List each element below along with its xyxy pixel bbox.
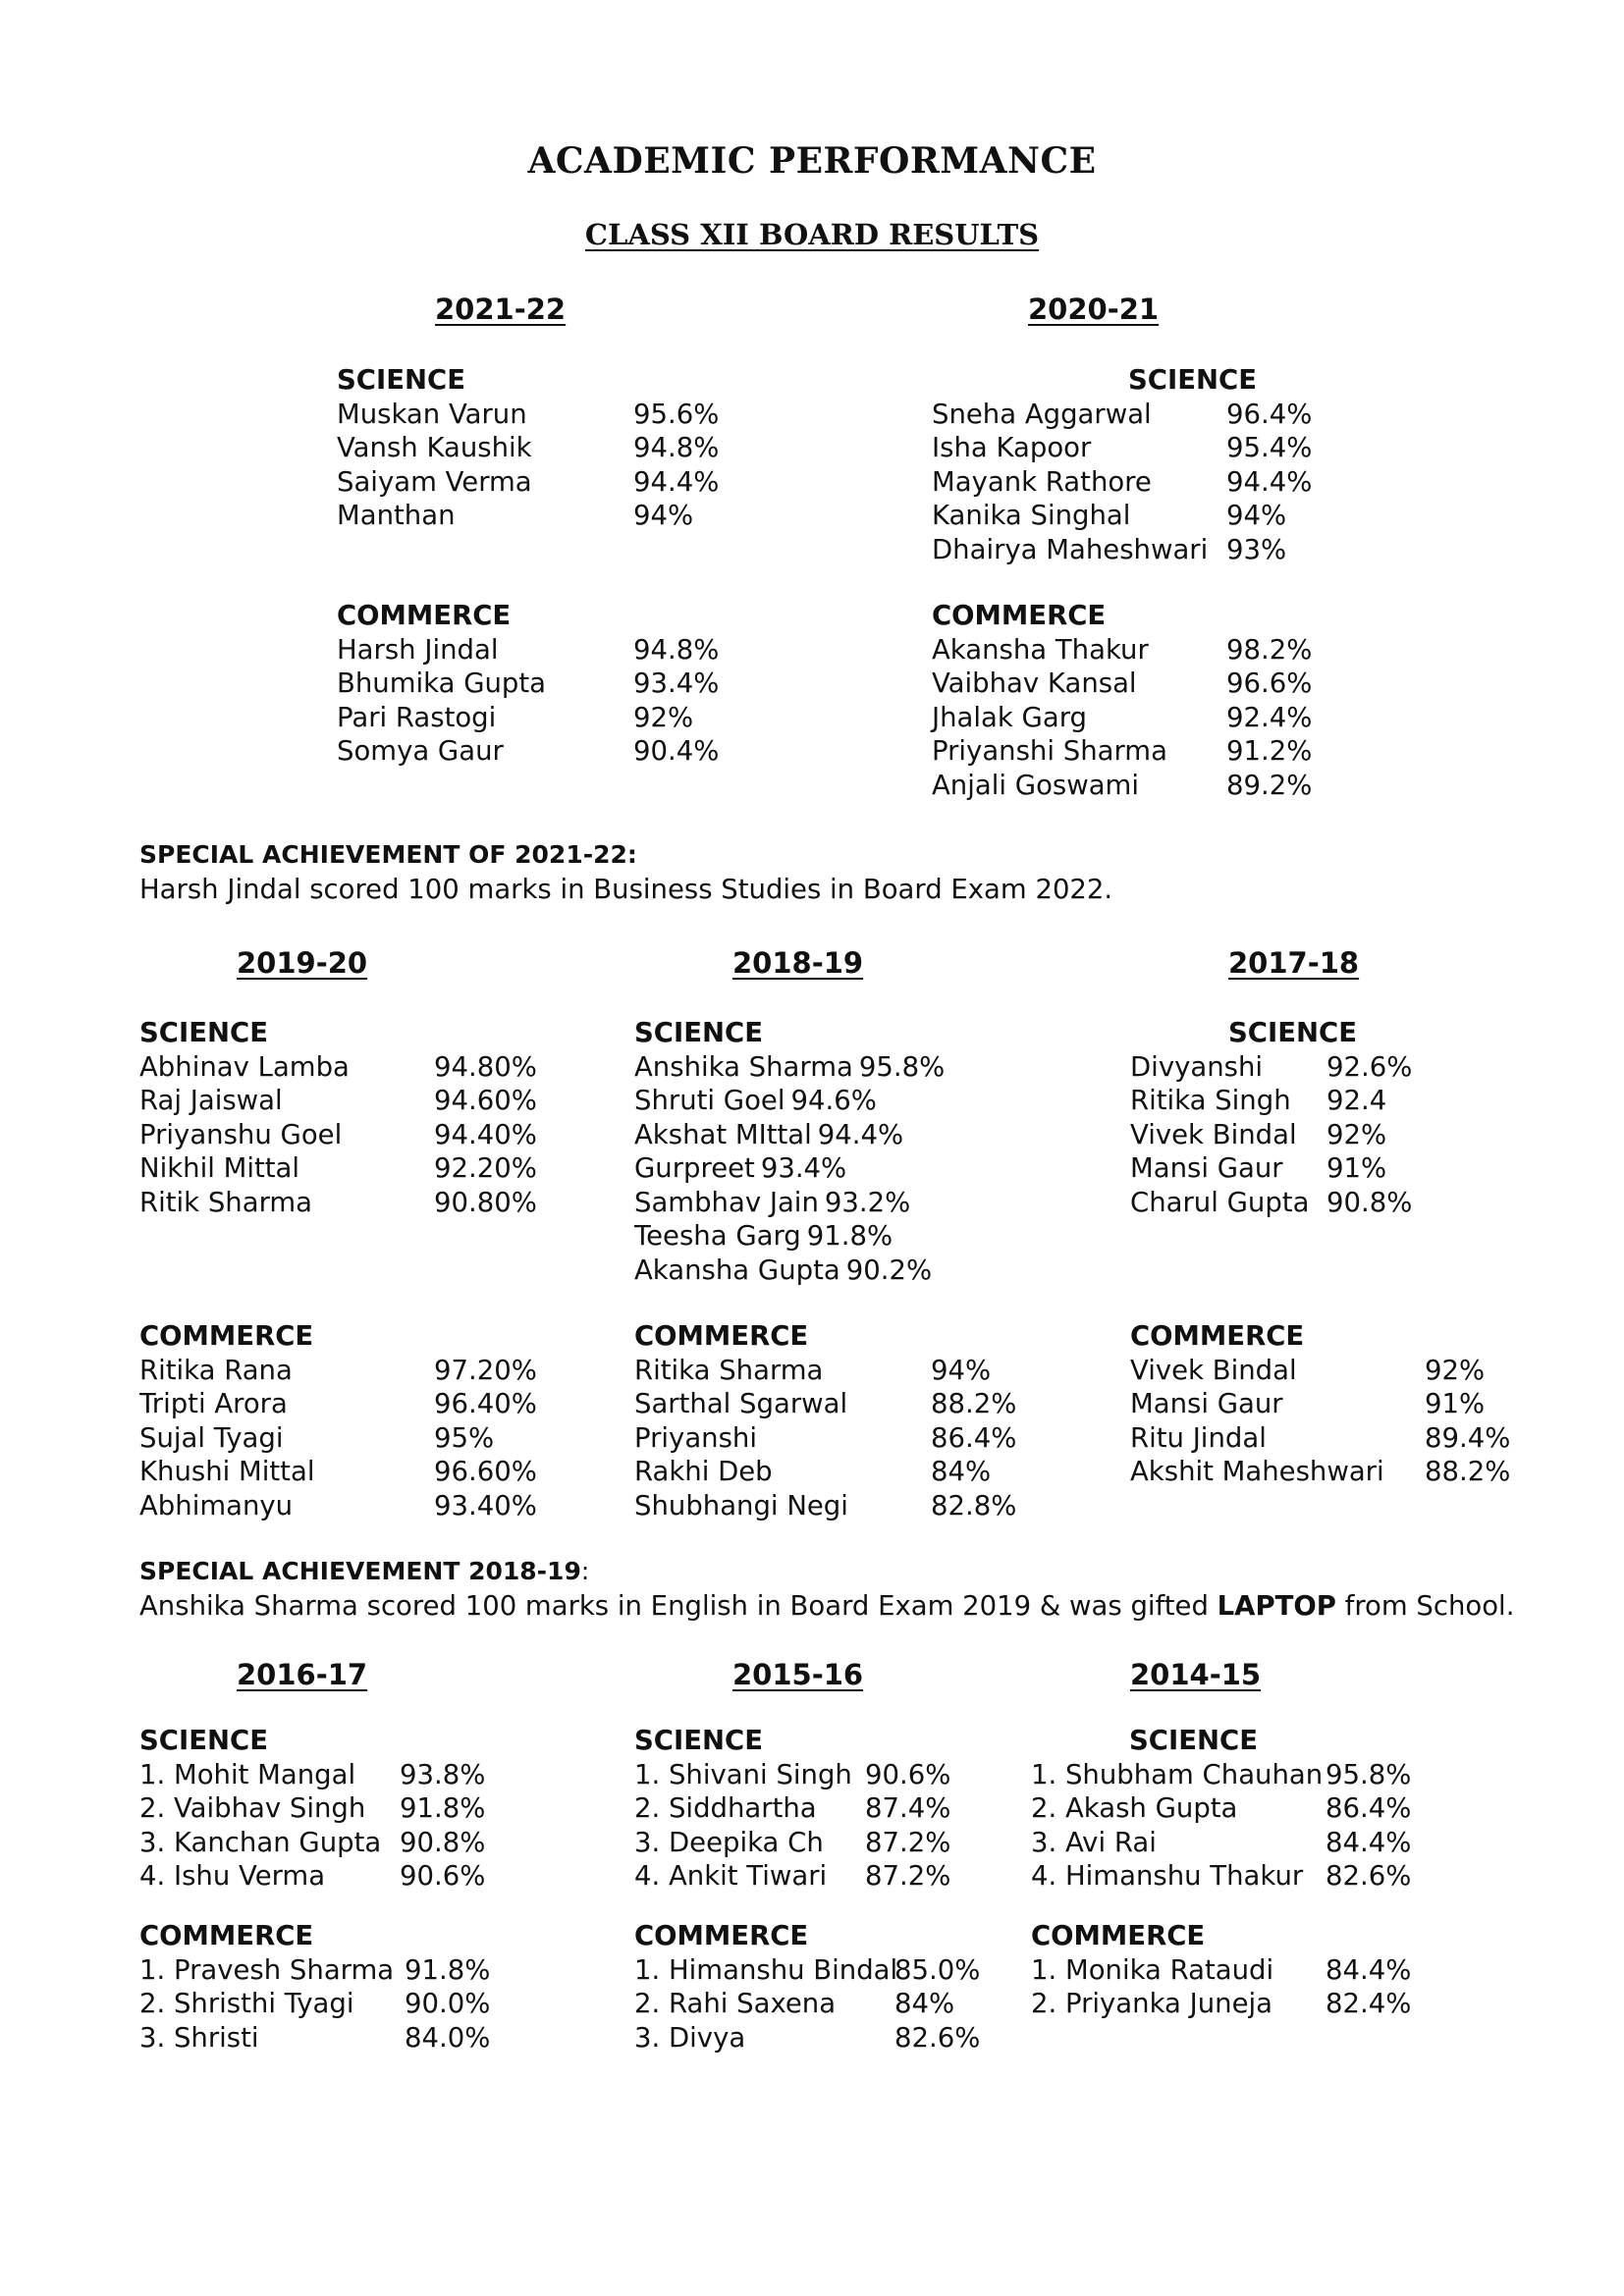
- result-row: [634, 1859, 951, 1894]
- student-score: 87.2%: [865, 1860, 951, 1892]
- section-heading-science: SCIENCE: [337, 364, 465, 396]
- result-row: [1130, 1118, 1387, 1152]
- result-row: [634, 1254, 945, 1288]
- result-row: [337, 398, 720, 432]
- section-heading-science: SCIENCE: [634, 1725, 763, 1756]
- student-name: Raj Jaiswal: [139, 1085, 283, 1116]
- student-name: Bhumika Gupta: [337, 667, 547, 699]
- result-row: [139, 1987, 491, 2021]
- student-score: 91.8%: [400, 1792, 486, 1824]
- result-row: [1031, 1791, 1412, 1826]
- student-name: Priyanshi: [634, 1421, 757, 1454]
- year-heading-2015-16: 2015-16: [732, 1658, 864, 1691]
- student-name: Dhairya Maheshwari: [932, 533, 1209, 565]
- student-score: 91%: [1425, 1388, 1486, 1419]
- student-score: 90.0%: [405, 1988, 491, 2019]
- result-row: [1031, 1987, 1412, 2021]
- result-row: [1031, 1953, 1412, 1988]
- student-name: 1. Shivani Singh: [634, 1758, 852, 1790]
- student-score: 96.4%: [1226, 398, 1313, 430]
- year-heading-2021-22: 2021-22: [435, 293, 567, 326]
- student-name: 3. Kanchan Gupta: [139, 1826, 382, 1858]
- results-2021-22-commerce: [337, 599, 720, 769]
- student-score: 84%: [894, 1988, 955, 2019]
- student-name: Charul Gupta: [1130, 1186, 1310, 1218]
- result-row: [1130, 1186, 1413, 1220]
- section-heading-commerce: COMMERCE: [634, 1920, 809, 1951]
- student-score: 90.6%: [400, 1860, 486, 1892]
- result-row: [1130, 1387, 1486, 1421]
- student-score: 94.8%: [633, 432, 720, 463]
- section-heading-science: SCIENCE: [139, 1017, 268, 1048]
- section-heading-commerce: COMMERCE: [1130, 1320, 1305, 1352]
- result-row: [1130, 1455, 1511, 1489]
- result-row: [139, 1050, 537, 1085]
- result-row: [139, 1826, 486, 1860]
- results-2017-18-science: [1130, 1016, 1413, 1219]
- result-row: [932, 701, 1313, 735]
- result-row: [932, 398, 1313, 432]
- student-score: 93.40%: [434, 1489, 537, 1522]
- result-row: [634, 1758, 951, 1792]
- student-score: 94.8%: [633, 633, 720, 666]
- student-name: Divyanshi: [1130, 1050, 1264, 1083]
- student-name: Ritika Rana: [139, 1354, 293, 1386]
- student-score: 84%: [931, 1456, 992, 1487]
- result-row: [634, 1489, 1017, 1523]
- student-score: 86.4%: [1326, 1792, 1412, 1824]
- student-score: 94%: [1226, 500, 1287, 531]
- student-name: Somya Gaur: [337, 735, 504, 767]
- student-score: 92%: [1326, 1118, 1387, 1150]
- result-row: [634, 2021, 981, 2056]
- student-name: Vansh Kaushik: [337, 432, 532, 463]
- results-2014-15-science: [1031, 1724, 1412, 1894]
- result-row: [139, 1118, 537, 1152]
- results-2014-15-commerce: [1031, 1919, 1412, 2021]
- student-name: 4. Himanshu Thakur: [1031, 1860, 1304, 1892]
- student-name: Isha Kapoor: [932, 432, 1092, 463]
- student-name: 3. Deepika Ch: [634, 1826, 824, 1858]
- student-name: Saiyam Verma: [337, 465, 532, 498]
- student-score: 94.4%: [817, 1118, 904, 1150]
- result-row: [634, 1987, 955, 2021]
- result-row: [932, 633, 1313, 667]
- student-name: Akansha Thakur: [932, 633, 1149, 666]
- student-score: 96.60%: [434, 1456, 537, 1487]
- student-name: Harsh Jindal: [337, 633, 499, 666]
- student-name: Akshit Maheshwari: [1130, 1456, 1384, 1487]
- result-row: [634, 1953, 981, 1988]
- student-name: Ritu Jindal: [1130, 1421, 1267, 1454]
- result-row: [634, 1387, 1017, 1421]
- result-row: [634, 1455, 992, 1489]
- page-subtitle: CLASS XII BOARD RESULTS: [584, 218, 1040, 251]
- student-name: 2. Akash Gupta: [1031, 1792, 1238, 1824]
- result-row: [337, 701, 694, 735]
- student-score: 87.4%: [865, 1792, 951, 1824]
- student-score: 93.2%: [824, 1186, 911, 1218]
- student-name: Nikhil Mittal: [139, 1152, 300, 1184]
- result-row: [139, 1354, 537, 1388]
- result-row: [634, 1354, 992, 1388]
- special-achievement-2018-19-heading: SPECIAL ACHIEVEMENT 2018-19:: [139, 1557, 590, 1585]
- result-row: [932, 431, 1313, 465]
- student-score: 89.4%: [1425, 1421, 1511, 1454]
- student-name: Tripti Arora: [139, 1388, 288, 1419]
- result-row: [139, 1151, 537, 1186]
- result-row: [139, 1186, 537, 1220]
- results-2016-17-commerce: [139, 1919, 491, 2055]
- result-row: [139, 1387, 537, 1421]
- student-name: Ritik Sharma: [139, 1186, 313, 1218]
- student-name: Kanika Singhal: [932, 500, 1131, 531]
- student-name: Shruti Goel: [634, 1085, 785, 1116]
- student-score: 94.80%: [434, 1050, 537, 1083]
- section-heading-commerce: COMMERCE: [337, 600, 512, 631]
- results-2020-21-science: [932, 363, 1313, 566]
- result-row: [1130, 1151, 1387, 1186]
- section-heading-science: SCIENCE: [1128, 364, 1257, 396]
- student-score: 88.2%: [1425, 1456, 1511, 1487]
- results-2015-16-commerce: [634, 1919, 981, 2055]
- student-score: 92%: [1425, 1354, 1486, 1386]
- student-score: 94.4%: [633, 465, 720, 498]
- student-name: Sneha Aggarwal: [932, 398, 1152, 430]
- result-row: [139, 1953, 491, 1988]
- student-score: 91%: [1326, 1152, 1387, 1184]
- results-2019-20-commerce: [139, 1319, 537, 1522]
- student-score: 92.4%: [1226, 701, 1313, 733]
- result-row: [139, 1455, 537, 1489]
- result-row: [1031, 1826, 1412, 1860]
- student-score: 92.6%: [1326, 1050, 1413, 1083]
- student-name: Akansha Gupta: [634, 1254, 840, 1286]
- special-achievement-2021-22-heading: SPECIAL ACHIEVEMENT OF 2021-22:: [139, 840, 637, 869]
- laptop-highlight: LAPTOP: [1217, 1590, 1336, 1622]
- result-row: [634, 1219, 945, 1254]
- result-row: [932, 734, 1313, 769]
- section-heading-commerce: COMMERCE: [139, 1320, 314, 1352]
- page-title: ACADEMIC PERFORMANCE: [527, 140, 1097, 182]
- student-score: 82.8%: [931, 1489, 1017, 1522]
- result-row: [139, 1859, 486, 1894]
- year-heading-2014-15: 2014-15: [1130, 1658, 1262, 1691]
- student-score: 92.4: [1326, 1085, 1387, 1116]
- student-name: 3. Avi Rai: [1031, 1826, 1157, 1858]
- student-name: Manthan: [337, 500, 456, 531]
- section-heading-science: SCIENCE: [1228, 1017, 1357, 1048]
- result-row: [139, 1084, 537, 1118]
- result-row: [1031, 1758, 1412, 1792]
- student-score: 95.8%: [1326, 1758, 1412, 1790]
- student-score: 82.6%: [1326, 1860, 1412, 1892]
- student-name: Khushi Mittal: [139, 1456, 315, 1487]
- student-score: 97.20%: [434, 1354, 537, 1386]
- result-row: [139, 2021, 491, 2056]
- student-score: 82.6%: [894, 2021, 981, 2054]
- result-row: [932, 667, 1313, 701]
- student-name: 3. Shristi: [139, 2021, 259, 2054]
- student-name: Gurpreet: [634, 1152, 755, 1184]
- result-row: [1130, 1050, 1413, 1085]
- student-score: 91.2%: [1226, 735, 1313, 767]
- special-achievement-2018-19-text: Anshika Sharma scored 100 marks in English in Board Exam 2019 & was gifted LAPTOP from School.: [139, 1590, 1515, 1622]
- student-name: 2. Siddhartha: [634, 1792, 817, 1824]
- result-row: [634, 1421, 1017, 1456]
- student-name: 2. Priyanka Juneja: [1031, 1988, 1272, 2019]
- results-2019-20-science: [139, 1016, 537, 1219]
- student-name: 3. Divya: [634, 2021, 746, 2054]
- student-name: Teesha Garg: [634, 1220, 801, 1252]
- student-name: Sambhav Jain: [634, 1186, 819, 1218]
- student-score: 82.4%: [1326, 1988, 1412, 2019]
- student-name: Muskan Varun: [337, 398, 527, 430]
- student-name: Vivek Bindal: [1130, 1354, 1297, 1386]
- student-score: 95.4%: [1226, 432, 1313, 463]
- student-name: 1. Monika Rataudi: [1031, 1953, 1274, 1986]
- year-heading-2018-19: 2018-19: [732, 946, 864, 980]
- result-row: [932, 499, 1287, 533]
- section-heading-commerce: COMMERCE: [1031, 1920, 1206, 1951]
- student-name: 4. Ankit Tiwari: [634, 1860, 828, 1892]
- student-score: 96.40%: [434, 1388, 537, 1419]
- result-row: [139, 1421, 495, 1456]
- year-heading-2017-18: 2017-18: [1228, 946, 1360, 980]
- student-score: 91.8%: [405, 1953, 491, 1986]
- student-name: Pari Rastogi: [337, 701, 497, 733]
- section-heading-science: SCIENCE: [634, 1017, 763, 1048]
- section-heading-commerce: COMMERCE: [139, 1920, 314, 1951]
- result-row: [139, 1758, 486, 1792]
- results-2018-19-commerce: [634, 1319, 1017, 1522]
- student-name: Sujal Tyagi: [139, 1421, 284, 1454]
- student-score: 95.6%: [633, 398, 720, 430]
- section-heading-commerce: COMMERCE: [634, 1320, 809, 1352]
- result-row: [634, 1151, 945, 1186]
- student-score: 84.0%: [405, 2021, 491, 2054]
- student-score: 94.40%: [434, 1118, 537, 1150]
- section-heading-science: SCIENCE: [139, 1725, 268, 1756]
- student-name: 1. Mohit Mangal: [139, 1758, 356, 1790]
- student-score: 95%: [434, 1421, 495, 1454]
- student-score: 92%: [633, 701, 694, 733]
- student-name: Jhalak Garg: [932, 701, 1087, 733]
- student-score: 84.4%: [1326, 1826, 1412, 1858]
- section-heading-commerce: COMMERCE: [932, 600, 1107, 631]
- special-achievement-2021-22-text: Harsh Jindal scored 100 marks in Business Studies in Board Exam 2022.: [139, 874, 1113, 905]
- results-2015-16-science: [634, 1724, 951, 1894]
- student-name: 1. Pravesh Sharma: [139, 1953, 395, 1986]
- student-score: 93%: [1226, 533, 1287, 565]
- student-score: 95.8%: [858, 1050, 946, 1083]
- student-score: 94.60%: [434, 1085, 537, 1116]
- result-row: [634, 1118, 945, 1152]
- student-score: 93.8%: [400, 1758, 486, 1790]
- results-2017-18-commerce: [1130, 1319, 1511, 1489]
- result-row: [139, 1489, 537, 1523]
- student-score: 92.20%: [434, 1152, 537, 1184]
- student-name: Mansi Gaur: [1130, 1152, 1283, 1184]
- student-score: 93.4%: [633, 667, 720, 699]
- student-name: Abhinav Lamba: [139, 1050, 350, 1083]
- student-name: 2. Vaibhav Singh: [139, 1792, 366, 1824]
- student-score: 94.4%: [1226, 465, 1313, 498]
- student-name: Ritika Singh: [1130, 1085, 1291, 1116]
- student-score: 89.2%: [1226, 769, 1313, 801]
- result-row: [337, 667, 720, 701]
- result-row: [1130, 1084, 1387, 1118]
- student-score: 94%: [931, 1354, 992, 1386]
- year-heading-2020-21: 2020-21: [1028, 293, 1160, 326]
- student-score: 84.4%: [1326, 1953, 1412, 1986]
- student-name: Ritika Sharma: [634, 1354, 824, 1386]
- student-score: 85.0%: [894, 1953, 981, 1986]
- student-score: 91.8%: [806, 1220, 893, 1252]
- student-name: Shubhangi Negi: [634, 1489, 848, 1522]
- result-row: [634, 1186, 945, 1220]
- result-row: [337, 465, 720, 500]
- student-name: Abhimanyu: [139, 1489, 294, 1522]
- student-score: 90.6%: [865, 1758, 951, 1790]
- student-name: Anshika Sharma: [634, 1050, 853, 1083]
- student-name: Priyanshi Sharma: [932, 735, 1167, 767]
- student-name: Anjali Goswami: [932, 769, 1139, 801]
- student-name: 2. Shristhi Tyagi: [139, 1988, 354, 2019]
- result-row: [139, 1791, 486, 1826]
- student-name: 1. Himanshu Bindal: [634, 1953, 898, 1986]
- student-name: Mansi Gaur: [1130, 1388, 1283, 1419]
- student-name: Sarthal Sgarwal: [634, 1388, 848, 1419]
- student-score: 93.4%: [760, 1152, 847, 1184]
- year-heading-2016-17: 2016-17: [237, 1658, 368, 1691]
- results-2018-19-science: [634, 1016, 945, 1287]
- student-name: Mayank Rathore: [932, 465, 1152, 498]
- student-score: 87.2%: [865, 1826, 951, 1858]
- student-name: Rakhi Deb: [634, 1456, 773, 1487]
- student-score: 90.8%: [1326, 1186, 1413, 1218]
- result-row: [932, 465, 1313, 500]
- student-score: 90.2%: [845, 1254, 933, 1286]
- student-name: 4. Ishu Verma: [139, 1860, 326, 1892]
- student-score: 90.80%: [434, 1186, 537, 1218]
- result-row: [932, 769, 1313, 803]
- results-2016-17-science: [139, 1724, 486, 1894]
- student-score: 94.6%: [790, 1085, 877, 1116]
- student-score: 96.6%: [1226, 667, 1313, 699]
- year-heading-2019-20: 2019-20: [237, 946, 368, 980]
- student-name: Vaibhav Kansal: [932, 667, 1137, 699]
- student-score: 90.8%: [400, 1826, 486, 1858]
- student-name: Priyanshu Goel: [139, 1118, 343, 1150]
- student-score: 98.2%: [1226, 633, 1313, 666]
- result-row: [634, 1050, 945, 1085]
- student-name: 2. Rahi Saxena: [634, 1988, 837, 2019]
- result-row: [337, 499, 694, 533]
- result-row: [337, 734, 720, 769]
- result-row: [634, 1791, 951, 1826]
- student-score: 94%: [633, 500, 694, 531]
- results-2020-21-commerce: [932, 599, 1313, 802]
- result-row: [1130, 1354, 1486, 1388]
- results-2021-22-science: [337, 363, 720, 533]
- student-name: Vivek Bindal: [1130, 1118, 1297, 1150]
- result-row: [932, 533, 1287, 567]
- student-score: 86.4%: [931, 1421, 1017, 1454]
- result-row: [337, 431, 720, 465]
- result-row: [634, 1826, 951, 1860]
- student-score: 88.2%: [931, 1388, 1017, 1419]
- result-row: [634, 1084, 945, 1118]
- result-row: [337, 633, 720, 667]
- result-row: [1031, 1859, 1412, 1894]
- student-name: 1. Shubham Chauhan: [1031, 1758, 1324, 1790]
- student-score: 90.4%: [633, 735, 720, 767]
- section-heading-science: SCIENCE: [1129, 1725, 1258, 1756]
- student-name: Akshat MIttal: [634, 1118, 812, 1150]
- result-row: [1130, 1421, 1511, 1456]
